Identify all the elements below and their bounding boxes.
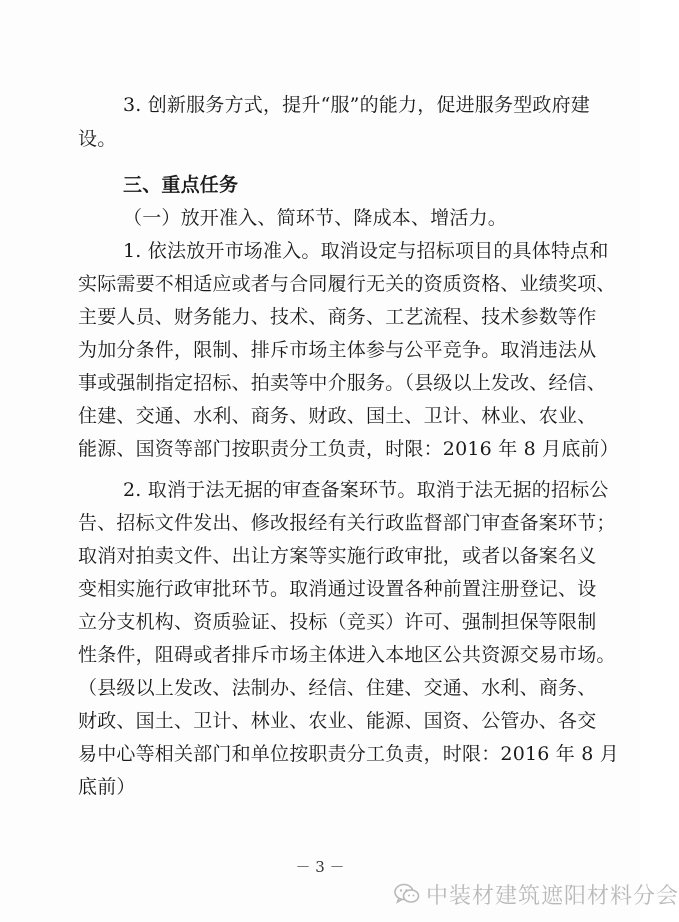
paragraph-line: 1. 依法放开市场准入。取消设定与招标项目的具体特点和 xyxy=(123,240,609,262)
paragraph-line: 2. 取消于法无据的审查备案环节。取消于法无据的招标公 xyxy=(123,479,609,501)
paragraph-line: 实际需要不相适应或者与合同履行无关的资质资格、业绩奖项、 xyxy=(78,273,616,295)
paragraph-line: 易中心等相关部门和单位按职责分工负责，时限：2016 年 8 月 xyxy=(78,743,619,765)
paragraph-line: 财政、国土、卫计、林业、农业、能源、国资、公管办、各交 xyxy=(78,710,597,732)
watermark xyxy=(394,879,679,909)
paragraph-line: 变相实施行政审批环节。取消通过设置各种前置注册登记、设 xyxy=(78,578,597,600)
paragraph-line: 底前） xyxy=(78,776,136,798)
paragraph-line: 事或强制指定招标、拍卖等中介服务。（县级以上发改、经信、 xyxy=(78,372,607,394)
paragraph-line: （县级以上发改、法制办、经信、住建、交通、水利、商务、 xyxy=(78,677,597,699)
paragraph-line: 主要人员、财务能力、技术、商务、工艺流程、技术参数等作 xyxy=(78,306,597,328)
paragraph-line: 为加分条件，限制、排斥市场主体参与公平竞争。取消违法从 xyxy=(78,339,597,361)
paragraph-line: 住建、交通、水利、商务、财政、国土、卫计、林业、农业、 xyxy=(78,405,597,427)
paragraph-line: 取消对拍卖文件、出让方案等实施行政审批，或者以备案名义 xyxy=(78,545,597,567)
watermark-text: 中装材建筑遮阳材料分会 xyxy=(426,883,679,909)
section-heading: 三、重点任务 xyxy=(123,174,239,196)
paragraph-line: 立分支机构、资质验证、投标（竞买）许可、强制担保等限制 xyxy=(78,611,597,633)
subsection-heading: （一）放开准入、简环节、降成本、增活力。 xyxy=(123,207,508,229)
paragraph-line: 性条件，阻碍或者排斥市场主体进入本地区公共资源交易市场。 xyxy=(78,644,616,666)
page-number: － 3 － xyxy=(295,858,345,876)
paragraph-line: 3. 创新服务方式，提升“服”的能力，促进服务型政府建 xyxy=(123,94,590,116)
paragraph-line: 设。 xyxy=(78,128,117,150)
paragraph-line: 告、招标文件发出、修改报经有关行政监督部门审查备案环节； xyxy=(78,512,616,534)
wechat-icon xyxy=(394,883,420,905)
paragraph-line: 能源、国资等部门按职责分工负责，时限：2016 年 8 月底前） xyxy=(78,438,619,460)
